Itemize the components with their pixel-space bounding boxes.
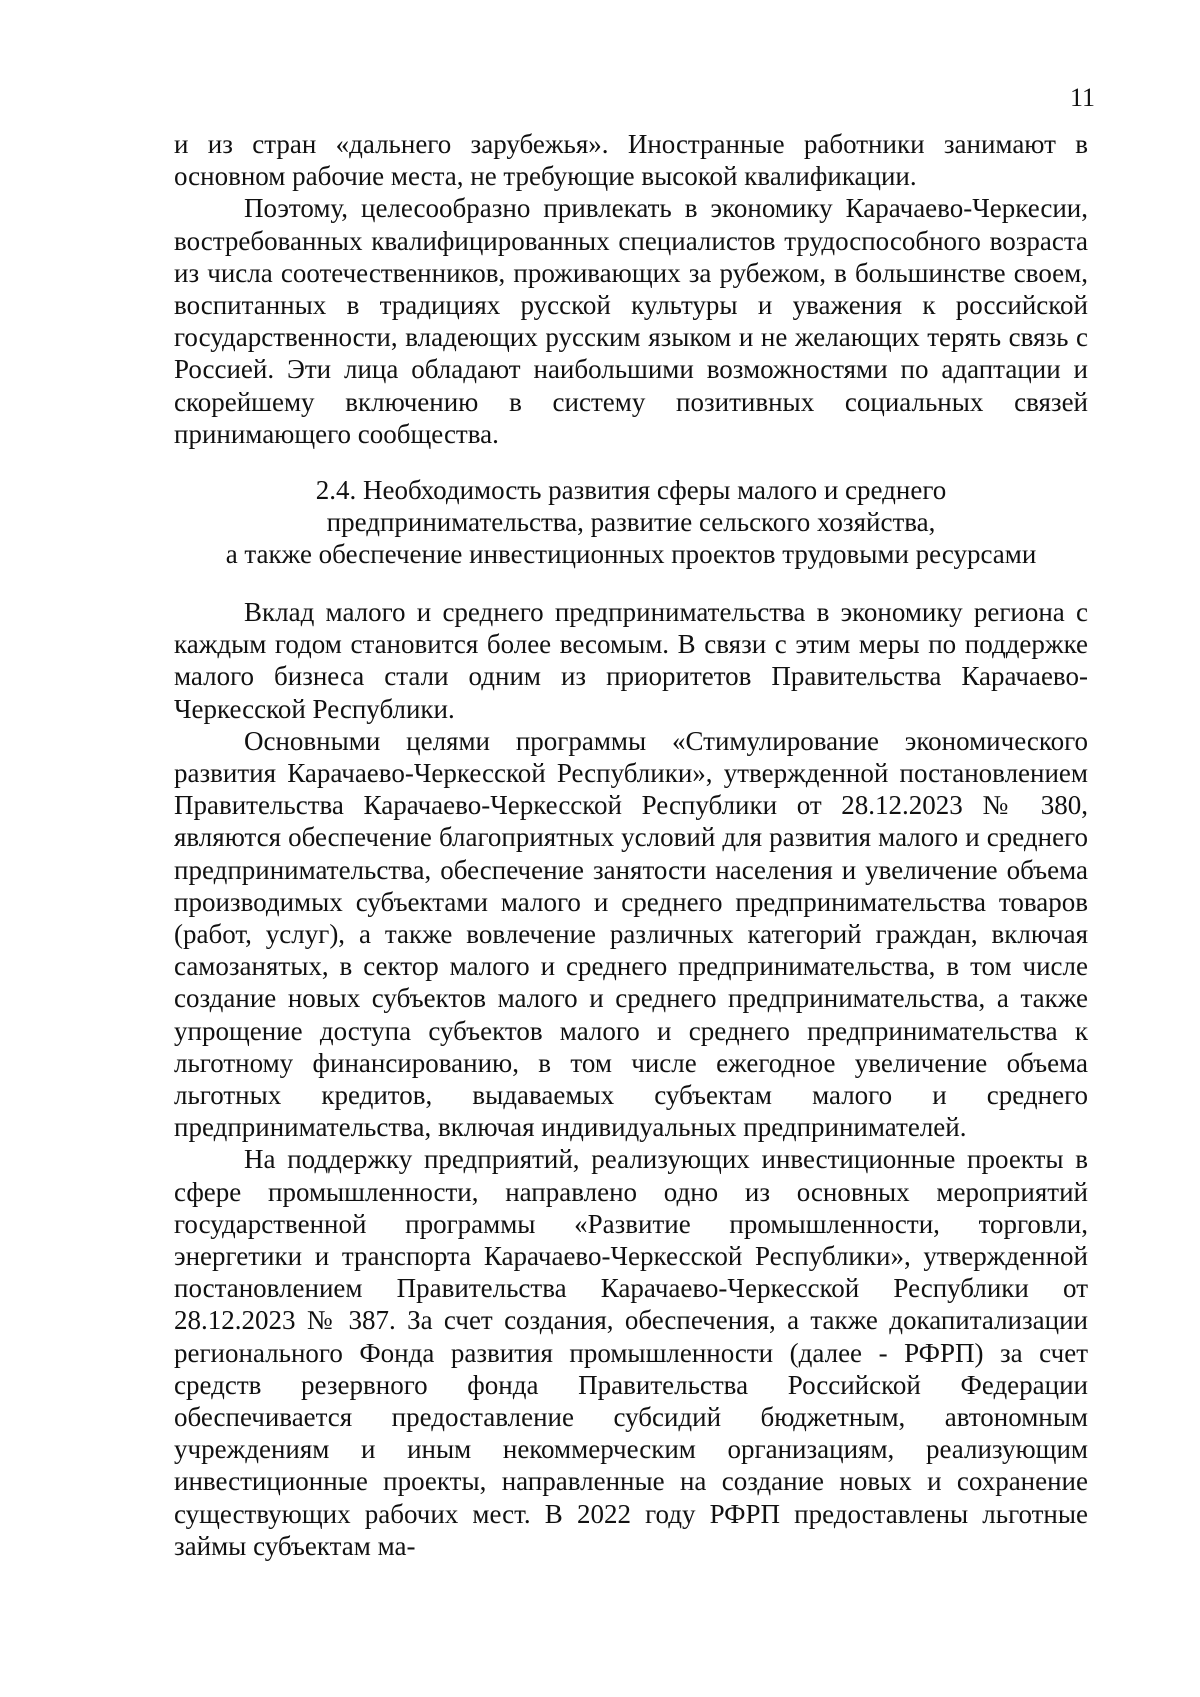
text-block-top (174, 128, 1088, 450)
paragraph-industry-support: На поддержку предприятий, реализующих инвестиционные проекты в сфере промышленности, направлено одно из основных мероприятий государственной программы «Развитие промышленности, торговли, энергетики и транспорта Карачаево-Черкесской Республики», утвержденной постановлением Правительства Карачаево-Черкесской Республики от 28.12.2023 № 387. За счет создания, обеспечения, а также докапитализации регионального Фонда развития промышленности (далее - РФРП) за счет средств резервного фонда Правительства Российской Федерации обеспечивается предоставление субсидий бюджетным, автономным учреждениям и иным некоммерческим организациям, реализующим инвестиционные проекты, направленные на создание новых и сохранение существующих рабочих мест. В 2022 году РФРП предоставлены льготные займы субъектам ма- (174, 1144, 1088, 1561)
paragraph-compatriots: Поэтому, целесообразно привлекать в экономику Карачаево-Черкесии, востребованных квалифицированных специалистов трудоспособного возраста из числа соотечественников, проживающих за рубежом, в большинстве своем, воспитанных в традициях русской культуры и уважения к российской государственности, владеющих русским языком и не желающих терять связь с Россией. Эти лица обладают наибольшими возможностями по адаптации и скорейшему включению в систему позитивных социальных связей принимающего сообщества. (174, 193, 1088, 449)
section-heading-line: предпринимательства, развитие сельского хозяйства, (326, 507, 936, 538)
paragraph-sme-contribution: Вклад малого и среднего предпринимательства в экономику региона с каждым годом становится более весомым. В связи с этим меры по поддержке малого бизнеса стали одним из приоритетов Правительства Карачаево-Черкесской Республики. (174, 597, 1088, 724)
paragraph-program-goals: Основными целями программы «Стимулирование экономического развития Карачаево-Черкесской Республики», утвержденной постановлением Правительства Карачаево-Черкесской Республики от 28.12.2023 № 380, являются обеспечение благоприятных условий для развития малого и среднего предпринимательства, обеспечение занятости населения и увеличение объема производимых субъектами малого и среднего предпринимательства товаров (работ, услуг), а также вовлечение различных категорий граждан, включая самозанятых, в сектор малого и среднего предпринимательства, в том числе создание новых субъектов малого и среднего предпринимательства, а также упрощение доступа субъектов малого и среднего предпринимательства к льготному финансированию, в том числе ежегодное увеличение объема льготных кредитов, выдаваемых субъектам малого и среднего предпринимательства, включая индивидуальных предпринимателей. (174, 725, 1088, 1143)
section-heading-line: 2.4. Необходимость развития сферы малого и среднего (315, 475, 947, 505)
section-heading (174, 474, 1088, 571)
section-heading-line: а также обеспечение инвестиционных проектов трудовыми ресурсами (225, 539, 1037, 570)
paragraph-continuation: и из стран «дальнего зарубежья». Иностранные работники занимают в основном рабочие места, не требующие высокой квалификации. (174, 129, 1088, 192)
text-block-main (174, 596, 1088, 1562)
page-number: 11 (1069, 83, 1095, 112)
